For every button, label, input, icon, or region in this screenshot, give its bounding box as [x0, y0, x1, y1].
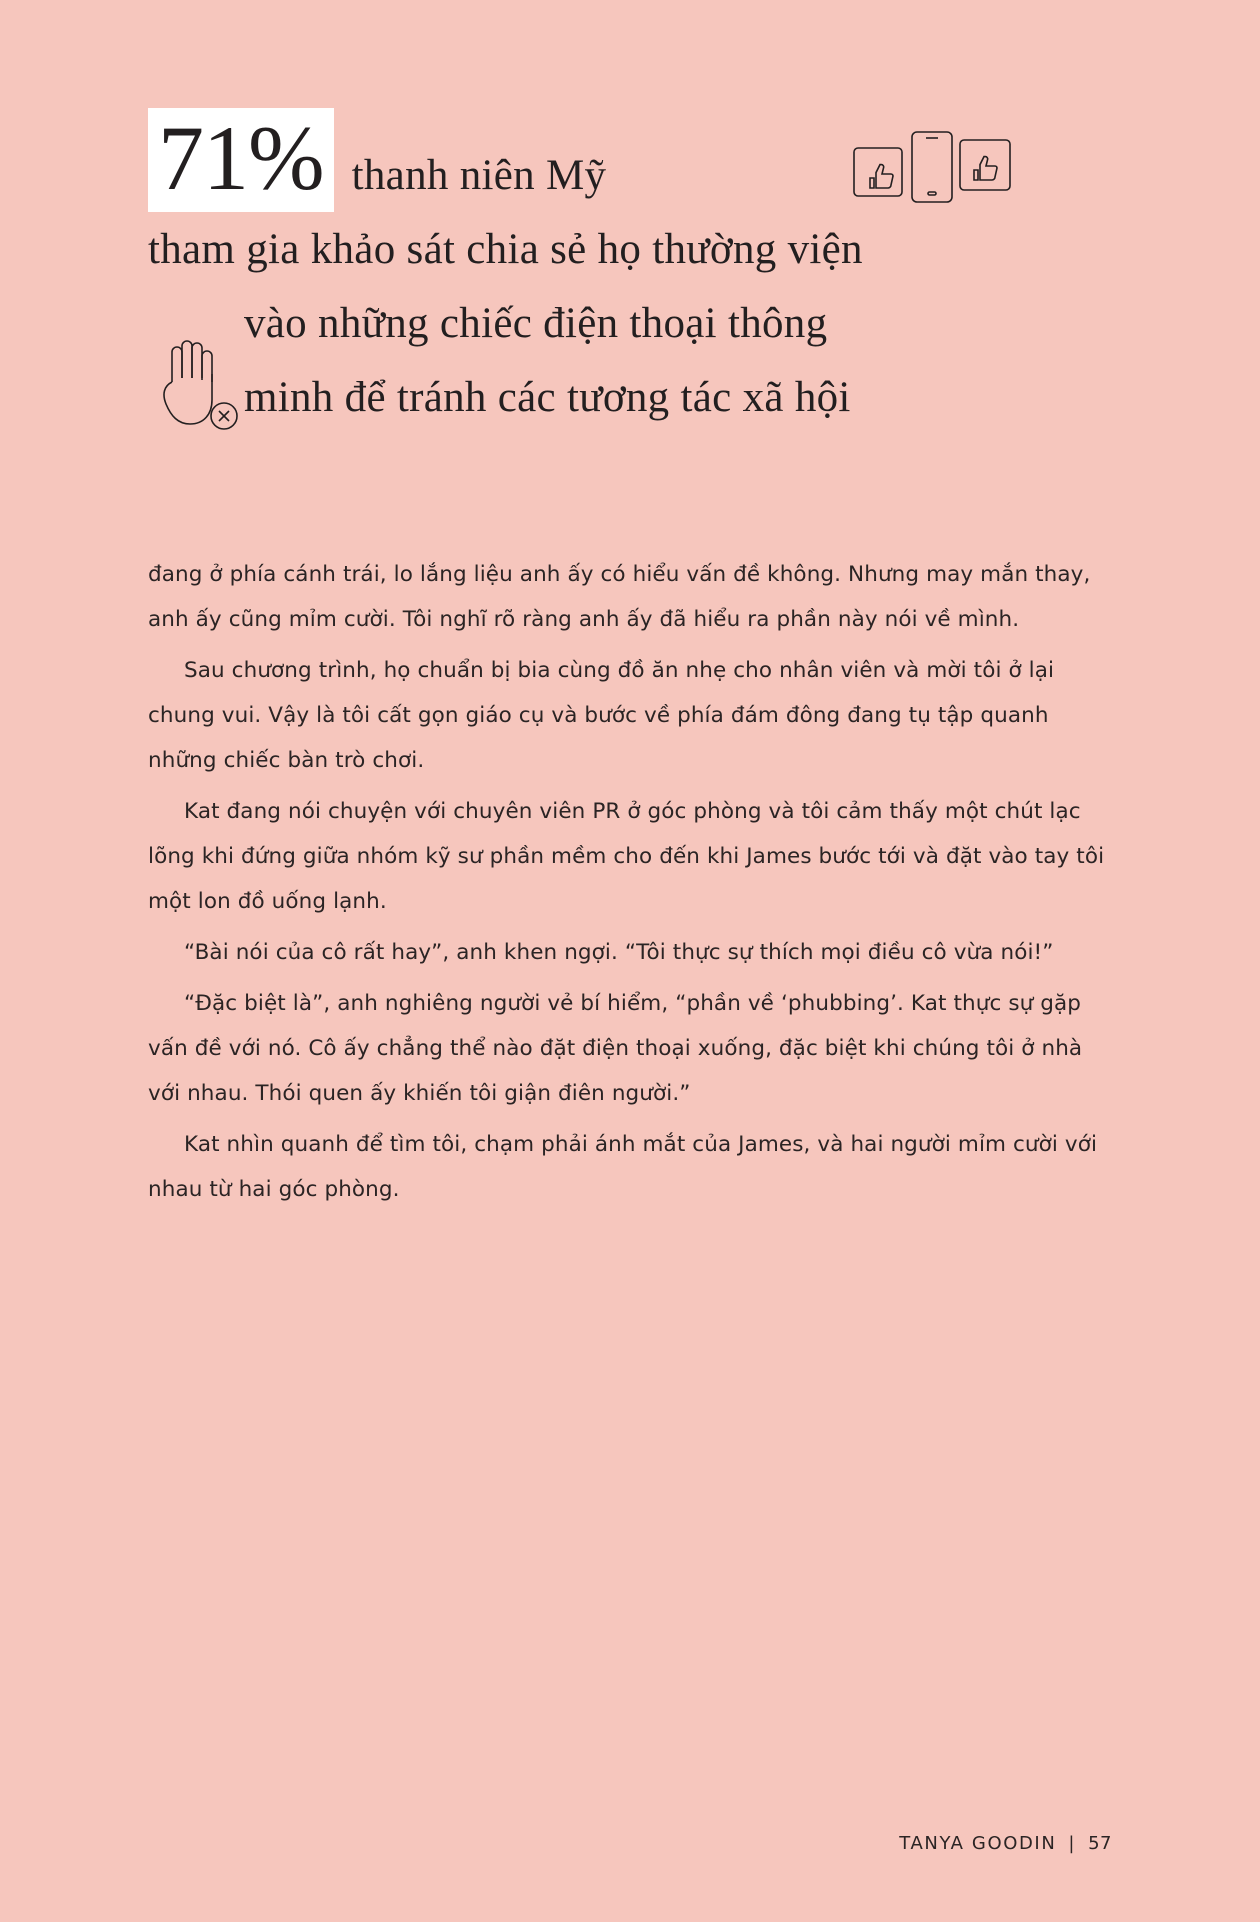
- page-footer: [899, 1833, 1112, 1854]
- footer-separator: |: [1068, 1833, 1077, 1854]
- headline-line-2: tham gia khảo sát chia sẻ họ thường viện: [148, 226, 863, 273]
- headline-line-3: vào những chiếc điện thoại thông: [244, 300, 828, 347]
- paragraph: đang ở phía cánh trái, lo lắng liệu anh ấy có hiểu vấn đề không. Nhưng may mắn thay, anh ấy cũng mỉm cười. Tôi nghĩ rõ ràng anh ấy đã hiểu ra phần này nói về mình.: [148, 562, 1091, 632]
- pull-quote-headline: [148, 108, 1108, 435]
- footer-author: TANYA GOODIN: [899, 1833, 1057, 1854]
- paragraph: “Bài nói của cô rất hay”, anh khen ngợi. “Tôi thực sự thích mọi điều cô vừa nói!”: [184, 940, 1054, 965]
- headline-line-1-text: thanh niên Mỹ: [351, 152, 607, 199]
- paragraph: Kat nhìn quanh để tìm tôi, chạm phải ánh mắt của James, và hai người mỉm cười với nhau từ hai góc phòng.: [148, 1132, 1098, 1202]
- headline-line-1: [148, 108, 1108, 213]
- statistic-highlight: 71%: [148, 108, 334, 212]
- paragraph: Kat đang nói chuyện với chuyên viên PR ở góc phòng và tôi cảm thấy một chút lạc lõng khi đứng giữa nhóm kỹ sư phần mềm cho đến khi James bước tới và đặt vào tay tôi một lon đồ uống lạnh.: [148, 799, 1105, 914]
- body-text: [148, 552, 1108, 1218]
- paragraph: Sau chương trình, họ chuẩn bị bia cùng đồ ăn nhẹ cho nhân viên và mời tôi ở lại chung vui. Vậy là tôi cất gọn giáo cụ và bước về phía đám đông đang tụ tập quanh những chiếc bàn trò chơi.: [148, 658, 1055, 773]
- page-number: 57: [1088, 1833, 1112, 1854]
- paragraph: “Đặc biệt là”, anh nghiêng người vẻ bí hiểm, “phần về ‘phubbing’. Kat thực sự gặp vấn đề với nó. Cô ấy chẳng thể nào đặt điện thoại xuống, đặc biệt khi chúng tôi ở nhà với nhau. Thói quen ấy khiến tôi giận điên người.”: [148, 991, 1083, 1106]
- headline-line-4: minh để tránh các tương tác xã hội: [244, 374, 851, 421]
